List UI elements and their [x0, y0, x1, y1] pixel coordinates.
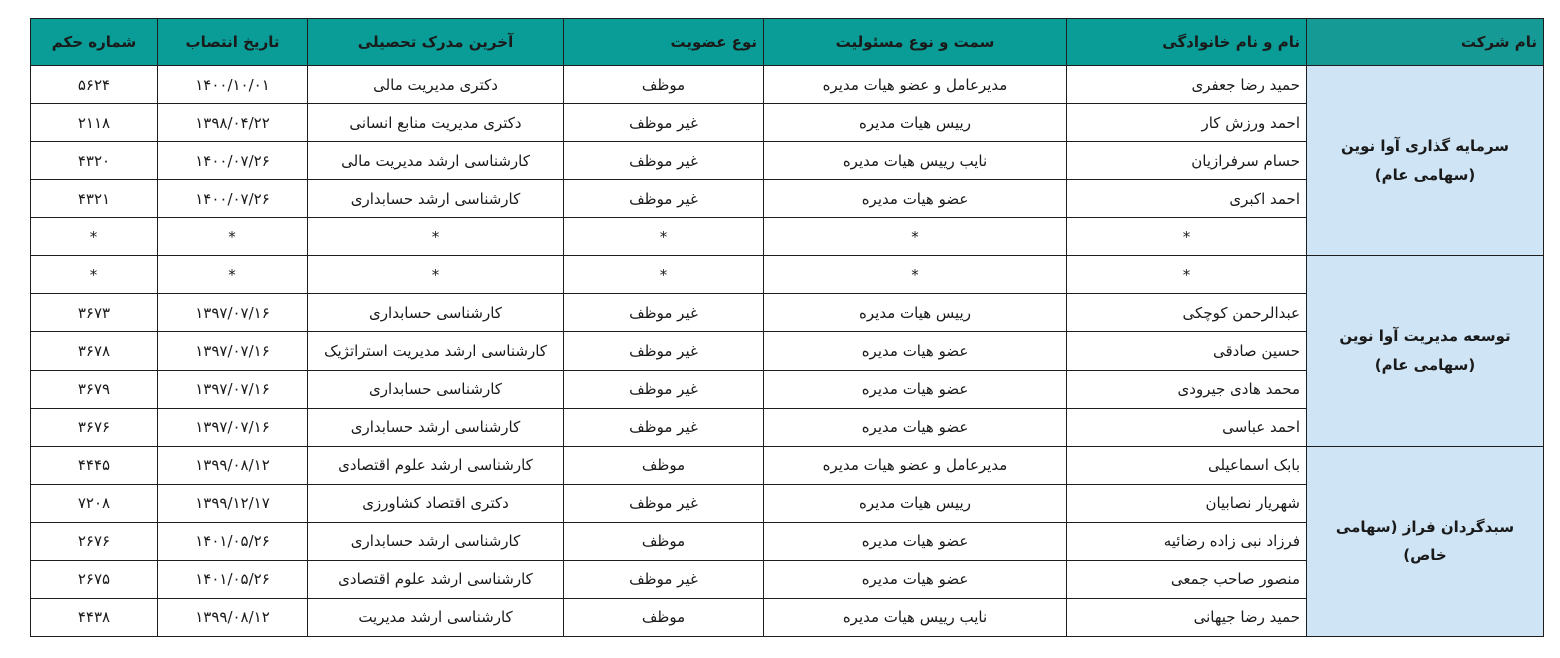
header-role: سمت و نوع مسئولیت [764, 19, 1067, 66]
membership-cell: غیر موظف [564, 560, 764, 598]
role-cell: رییس هیات مدیره [764, 484, 1067, 522]
decree-cell: ۷۲۰۸ [31, 484, 158, 522]
company-name-cell [1307, 256, 1544, 446]
name-cell: حمید رضا جیهانی [1067, 598, 1307, 636]
decree-cell: ۲۱۱۸ [31, 104, 158, 142]
date-cell: ۱۴۰۰/۱۰/۰۱ [158, 66, 308, 104]
role-cell: عضو هیات مدیره [764, 370, 1067, 408]
date-cell: ۱۳۹۹/۰۸/۱۲ [158, 598, 308, 636]
membership-cell: غیر موظف [564, 142, 764, 180]
degree-cell: کارشناسی ارشد حسابداری [308, 522, 564, 560]
degree-cell: دکتری مدیریت مالی [308, 66, 564, 104]
table-row [31, 66, 1544, 104]
membership-cell: غیر موظف [564, 294, 764, 332]
table-row [31, 256, 1544, 294]
header-degree: آخرین مدرک تحصیلی [308, 19, 564, 66]
name-cell: فرزاد نبی زاده رضائیه [1067, 522, 1307, 560]
company-name-line1: سبدگردان فراز (سهامی [1335, 517, 1515, 536]
name-cell: عبدالرحمن کوچکی [1067, 294, 1307, 332]
date-cell: ۱۳۹۷/۰۷/۱۶ [158, 294, 308, 332]
company-name-line2: خاص) [1403, 546, 1447, 565]
header-name: نام و نام خانوادگی [1067, 19, 1307, 66]
degree-cell: کارشناسی حسابداری [308, 370, 564, 408]
name-cell: حمید رضا جعفری [1067, 66, 1307, 104]
date-cell: ۱۳۹۹/۱۲/۱۷ [158, 484, 308, 522]
name-cell: احمد اکبری [1067, 180, 1307, 218]
membership-cell: غیر موظف [564, 484, 764, 522]
decree-cell: * [31, 256, 158, 294]
membership-cell: غیر موظف [564, 408, 764, 446]
role-cell: * [764, 218, 1067, 256]
role-cell: رییس هیات مدیره [764, 104, 1067, 142]
date-cell: ۱۳۹۹/۰۸/۱۲ [158, 446, 308, 484]
degree-cell: دکتری اقتصاد کشاورزی [308, 484, 564, 522]
membership-cell: * [564, 218, 764, 256]
membership-cell: موظف [564, 446, 764, 484]
date-cell: ۱۳۹۷/۰۷/۱۶ [158, 332, 308, 370]
decree-cell: * [31, 218, 158, 256]
header-decree: شماره حکم [31, 19, 158, 66]
date-cell: ۱۳۹۷/۰۷/۱۶ [158, 408, 308, 446]
header-date: تاریخ انتصاب [158, 19, 308, 66]
table-row [31, 446, 1544, 484]
degree-cell: کارشناسی ارشد حسابداری [308, 180, 564, 218]
date-cell: ۱۴۰۱/۰۵/۲۶ [158, 522, 308, 560]
role-cell: مدیرعامل و عضو هیات مدیره [764, 446, 1067, 484]
name-cell: احمد ورزش کار [1067, 104, 1307, 142]
header-membership: نوع عضویت [564, 19, 764, 66]
degree-cell: * [308, 218, 564, 256]
membership-cell: غیر موظف [564, 370, 764, 408]
company-name-line2: (سهامی عام) [1374, 165, 1476, 184]
company-name-line1: توسعه مدیریت آوا نوین [1339, 327, 1511, 346]
name-cell: شهریار نصابیان [1067, 484, 1307, 522]
degree-cell: دکتری مدیریت منابع انسانی [308, 104, 564, 142]
date-cell: ۱۴۰۱/۰۵/۲۶ [158, 560, 308, 598]
membership-cell: موظف [564, 598, 764, 636]
company-name-line1: سرمایه گذاری آوا نوین [1340, 137, 1510, 156]
membership-cell: غیر موظف [564, 332, 764, 370]
role-cell: عضو هیات مدیره [764, 332, 1067, 370]
company-name-cell [1307, 446, 1544, 636]
role-cell: عضو هیات مدیره [764, 522, 1067, 560]
date-cell: * [158, 218, 308, 256]
date-cell: ۱۴۰۰/۰۷/۲۶ [158, 142, 308, 180]
role-cell: مدیرعامل و عضو هیات مدیره [764, 66, 1067, 104]
name-cell: بابک اسماعیلی [1067, 446, 1307, 484]
role-cell: نایب رییس هیات مدیره [764, 598, 1067, 636]
decree-cell: ۳۶۷۳ [31, 294, 158, 332]
date-cell: ۱۳۹۸/۰۴/۲۲ [158, 104, 308, 142]
degree-cell: کارشناسی ارشد علوم اقتصادی [308, 446, 564, 484]
decree-cell: ۲۶۷۵ [31, 560, 158, 598]
date-cell: * [158, 256, 308, 294]
name-cell: حسام سرفرازیان [1067, 142, 1307, 180]
degree-cell: کارشناسی حسابداری [308, 294, 564, 332]
name-cell: * [1067, 256, 1307, 294]
header-row [31, 19, 1544, 66]
membership-cell: غیر موظف [564, 104, 764, 142]
degree-cell: * [308, 256, 564, 294]
decree-cell: ۴۳۲۰ [31, 142, 158, 180]
degree-cell: کارشناسی ارشد مدیریت استراتژیک [308, 332, 564, 370]
name-cell: محمد هادی جیرودی [1067, 370, 1307, 408]
date-cell: ۱۴۰۰/۰۷/۲۶ [158, 180, 308, 218]
role-cell: * [764, 256, 1067, 294]
membership-cell: غیر موظف [564, 180, 764, 218]
name-cell: حسین صادقی [1067, 332, 1307, 370]
name-cell: * [1067, 218, 1307, 256]
decree-cell: ۳۶۷۶ [31, 408, 158, 446]
degree-cell: کارشناسی ارشد علوم اقتصادی [308, 560, 564, 598]
header-company: نام شرکت [1307, 19, 1544, 66]
membership-cell: موظف [564, 66, 764, 104]
decree-cell: ۴۳۲۱ [31, 180, 158, 218]
decree-cell: ۵۶۲۴ [31, 66, 158, 104]
degree-cell: کارشناسی ارشد مدیریت [308, 598, 564, 636]
role-cell: رییس هیات مدیره [764, 294, 1067, 332]
company-name-cell [1307, 66, 1544, 256]
company-name-line2: (سهامی عام) [1374, 355, 1476, 374]
degree-cell: کارشناسی ارشد مدیریت مالی [308, 142, 564, 180]
decree-cell: ۲۶۷۶ [31, 522, 158, 560]
board-members-table [30, 18, 1544, 637]
decree-cell: ۳۶۷۹ [31, 370, 158, 408]
role-cell: نایب رییس هیات مدیره [764, 142, 1067, 180]
decree-cell: ۴۴۴۵ [31, 446, 158, 484]
role-cell: عضو هیات مدیره [764, 408, 1067, 446]
decree-cell: ۳۶۷۸ [31, 332, 158, 370]
role-cell: عضو هیات مدیره [764, 180, 1067, 218]
decree-cell: ۴۴۳۸ [31, 598, 158, 636]
date-cell: ۱۳۹۷/۰۷/۱۶ [158, 370, 308, 408]
membership-cell: * [564, 256, 764, 294]
name-cell: منصور صاحب جمعی [1067, 560, 1307, 598]
degree-cell: کارشناسی ارشد حسابداری [308, 408, 564, 446]
role-cell: عضو هیات مدیره [764, 560, 1067, 598]
name-cell: احمد عباسی [1067, 408, 1307, 446]
membership-cell: موظف [564, 522, 764, 560]
